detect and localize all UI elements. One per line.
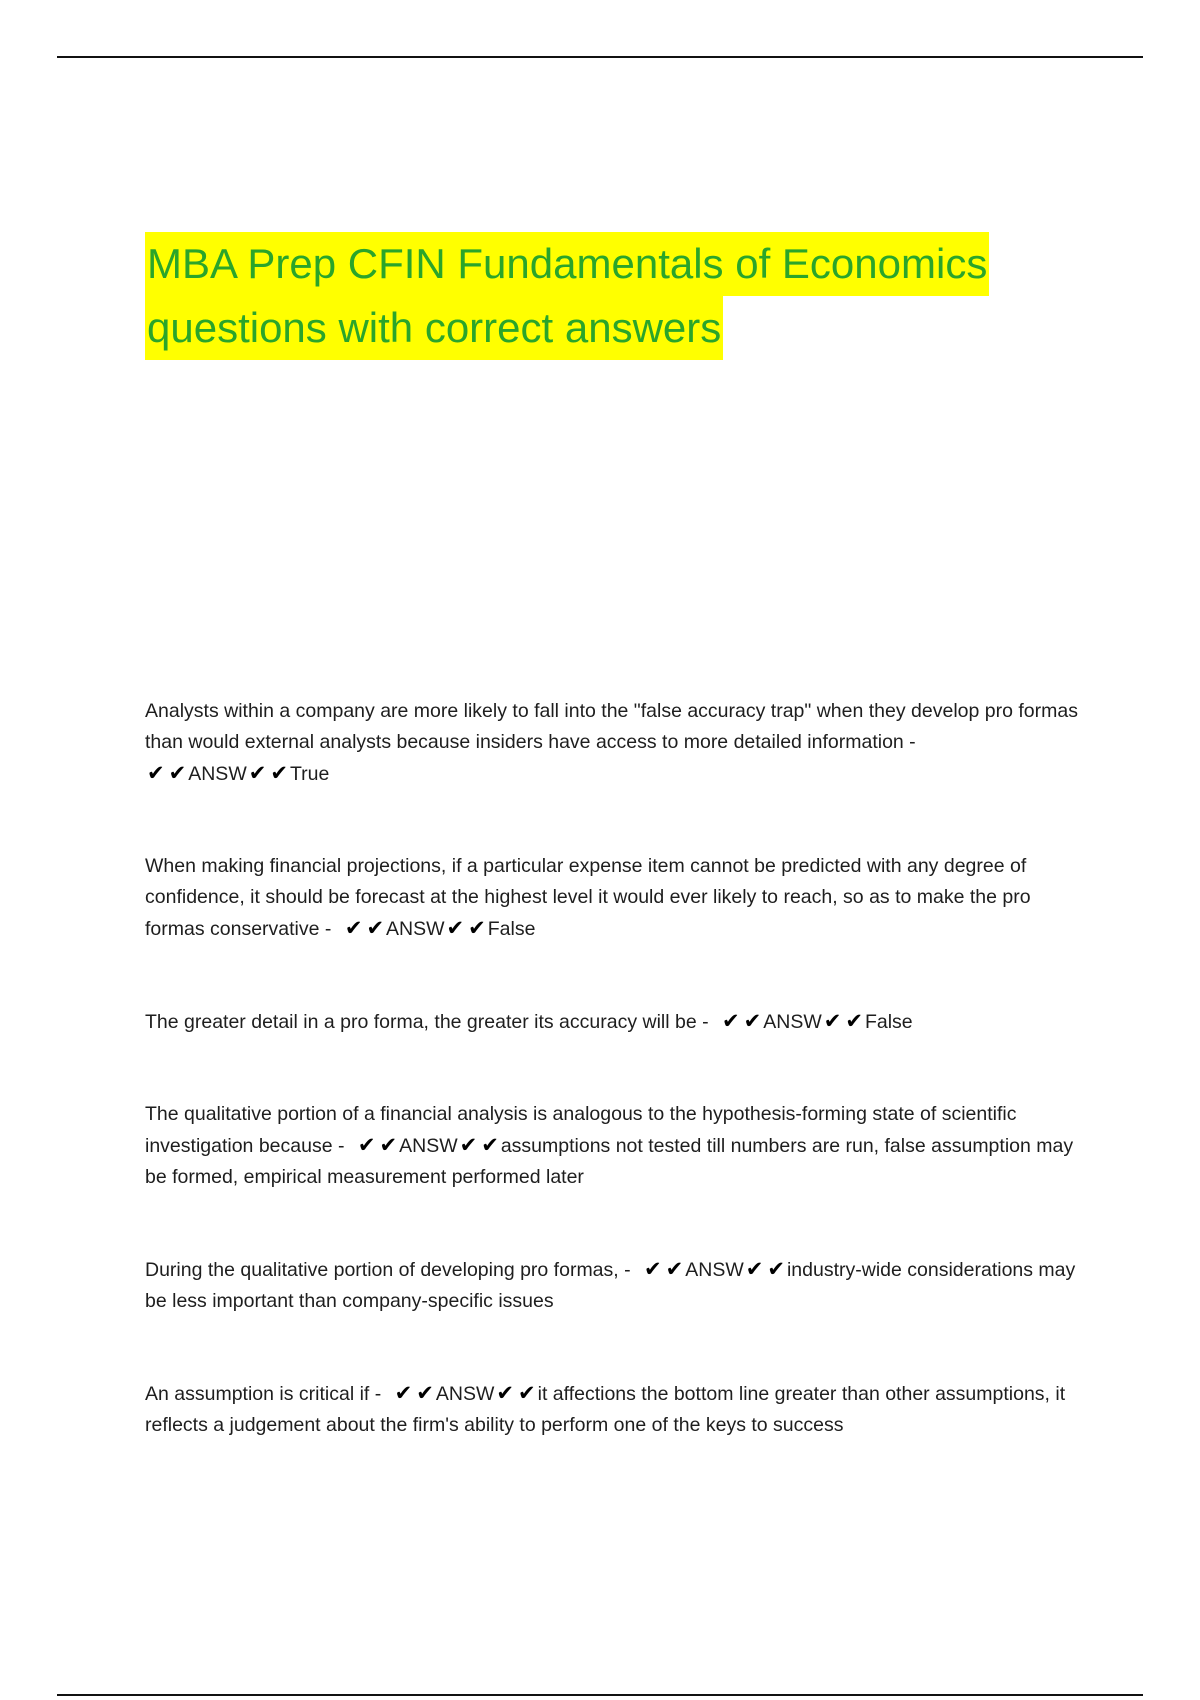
answer-text: assumptions not tested till numbers are run, false assumption may be formed, empirical measurement performed later (145, 1135, 1074, 1188)
question-text: The greater detail in a pro forma, the greater its accuracy will be - (145, 1011, 709, 1033)
qa-item (145, 1006, 1085, 1038)
check-icon: ✔ (147, 761, 165, 785)
answer-text: False (864, 1011, 913, 1033)
check-icon: ✔ (823, 1009, 842, 1033)
question-text: During the qualitative portion of developing pro formas, - (145, 1259, 631, 1281)
check-icon: ✔ (344, 916, 363, 940)
question-text: When making financial projections, if a particular expense item cannot be predicted with any degree of confidence, it should be forecast at the highest level it would ever likely to reach, so as to make the pro formas conservative - (145, 855, 1031, 940)
top-divider (57, 56, 1143, 58)
check-icon: ✔ (357, 1133, 376, 1157)
answer-text: it affections the bottom line greater than other assumptions, it reflects a judgement about the firm's ability to perform one of the keys to success (145, 1383, 1066, 1436)
check-icon: ✔ (644, 1257, 662, 1281)
question-text: Analysts within a company are more likely to fall into the "false accuracy trap" when they develop pro formas than would external analysts because insiders have access to more detailed information - (145, 700, 1078, 753)
answer-text: False (487, 918, 536, 940)
answer-marker: ANSW (763, 1011, 822, 1033)
answer-marker: ANSW (386, 918, 445, 940)
title-line-2: questions with correct answers (145, 296, 723, 360)
check-icon: ✔ (379, 1133, 398, 1157)
title-line-1: MBA Prep CFIN Fundamentals of Economics (145, 232, 989, 296)
qa-item (145, 851, 1085, 945)
check-icon: ✔ (468, 916, 486, 940)
check-icon: ✔ (665, 1257, 684, 1281)
check-icon: ✔ (416, 1381, 434, 1405)
check-icon: ✔ (270, 761, 288, 785)
check-icon: ✔ (745, 1257, 764, 1281)
answer-marker: ANSW (188, 763, 247, 785)
qa-item (145, 1254, 1085, 1317)
qa-item (145, 696, 1085, 790)
check-icon: ✔ (518, 1381, 536, 1405)
check-icon: ✔ (767, 1257, 785, 1281)
answer-marker: ANSW (435, 1383, 495, 1405)
check-icon: ✔ (168, 761, 187, 785)
answer-marker: ANSW (685, 1259, 744, 1281)
qa-list (145, 696, 1085, 1441)
page-title (145, 232, 1045, 360)
check-icon: ✔ (481, 1133, 499, 1157)
answer-text: industry-wide considerations may be less important than company-specific issues (145, 1259, 1076, 1312)
answer-text: True (289, 763, 330, 785)
check-icon: ✔ (394, 1381, 413, 1405)
qa-item (145, 1099, 1085, 1193)
check-icon: ✔ (722, 1009, 740, 1033)
question-text: The qualitative portion of a financial analysis is analogous to the hypothesis-forming state of scientific investigation because - (145, 1103, 1017, 1157)
question-text: An assumption is critical if - (145, 1383, 382, 1405)
check-icon: ✔ (743, 1009, 762, 1033)
qa-item (145, 1378, 1085, 1441)
answer-marker: ANSW (399, 1135, 458, 1157)
check-icon: ✔ (446, 916, 465, 940)
check-icon: ✔ (366, 916, 385, 940)
check-icon: ✔ (496, 1381, 514, 1405)
check-icon: ✔ (248, 761, 267, 785)
check-icon: ✔ (459, 1133, 478, 1157)
check-icon: ✔ (845, 1009, 863, 1033)
bottom-divider (57, 1694, 1143, 1696)
